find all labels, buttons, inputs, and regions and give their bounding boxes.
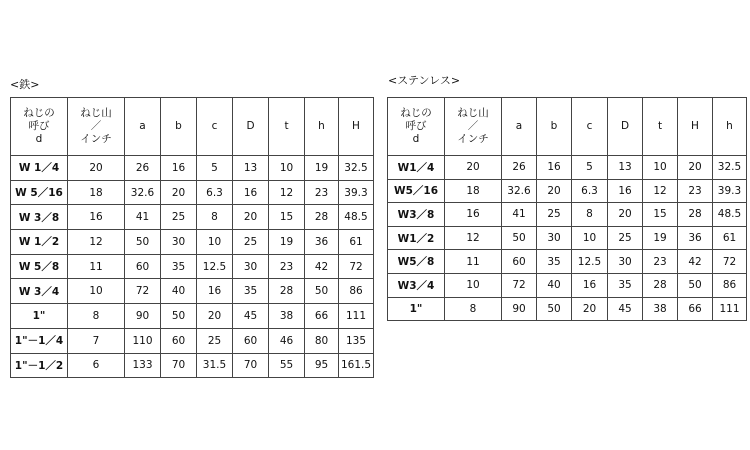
value-cell: 32.6 bbox=[502, 179, 537, 203]
stainless-header-row bbox=[388, 98, 747, 156]
iron-header-col: c bbox=[197, 98, 233, 156]
size-cell: W1／2 bbox=[388, 226, 445, 250]
value-cell: 80 bbox=[305, 328, 339, 353]
stainless-header-col: c bbox=[572, 98, 608, 156]
value-cell: 20 bbox=[68, 156, 125, 181]
stainless-header-col: H bbox=[678, 98, 713, 156]
value-cell: 135 bbox=[339, 328, 374, 353]
iron-header-col: h bbox=[305, 98, 339, 156]
value-cell: 20 bbox=[678, 156, 713, 180]
value-cell: 61 bbox=[339, 230, 374, 255]
value-cell: 35 bbox=[608, 273, 643, 297]
value-cell: 31.5 bbox=[197, 353, 233, 378]
value-cell: 38 bbox=[643, 297, 678, 321]
iron-header-thread-line: ねじ山 bbox=[80, 107, 112, 119]
iron-header-size-line: d bbox=[35, 133, 43, 145]
value-cell: 13 bbox=[233, 156, 269, 181]
value-cell: 60 bbox=[161, 328, 197, 353]
iron-header-size-line: 呼び bbox=[28, 120, 50, 132]
value-cell: 28 bbox=[269, 279, 305, 304]
value-cell: 35 bbox=[233, 279, 269, 304]
table-row bbox=[388, 273, 747, 297]
value-cell: 12 bbox=[269, 180, 305, 205]
iron-header-col: H bbox=[339, 98, 374, 156]
value-cell: 36 bbox=[678, 226, 713, 250]
stainless-header-size-line: d bbox=[412, 133, 420, 145]
value-cell: 20 bbox=[537, 179, 572, 203]
size-cell: W3／8 bbox=[388, 203, 445, 227]
table-row bbox=[11, 205, 374, 230]
size-cell: W 5／16 bbox=[11, 180, 68, 205]
iron-header-col: b bbox=[161, 98, 197, 156]
value-cell: 50 bbox=[305, 279, 339, 304]
size-cell: 1"－1／4 bbox=[11, 328, 68, 353]
iron-header-col: D bbox=[233, 98, 269, 156]
iron-header-col: t bbox=[269, 98, 305, 156]
value-cell: 45 bbox=[233, 304, 269, 329]
value-cell: 8 bbox=[68, 304, 125, 329]
table-row bbox=[388, 179, 747, 203]
stainless-table-body bbox=[388, 98, 747, 321]
size-cell: W5／16 bbox=[388, 179, 445, 203]
value-cell: 10 bbox=[197, 230, 233, 255]
value-cell: 48.5 bbox=[339, 205, 374, 230]
size-cell: 1" bbox=[11, 304, 68, 329]
value-cell: 15 bbox=[269, 205, 305, 230]
value-cell: 8 bbox=[197, 205, 233, 230]
value-cell: 66 bbox=[678, 297, 713, 321]
value-cell: 50 bbox=[537, 297, 572, 321]
iron-header-col: a bbox=[125, 98, 161, 156]
stainless-header-col: h bbox=[713, 98, 747, 156]
stainless-header-size-line: 呼び bbox=[405, 120, 427, 132]
value-cell: 10 bbox=[269, 156, 305, 181]
value-cell: 20 bbox=[608, 203, 643, 227]
value-cell: 16 bbox=[537, 156, 572, 180]
value-cell: 16 bbox=[161, 156, 197, 181]
size-cell: W 5／8 bbox=[11, 254, 68, 279]
value-cell: 5 bbox=[197, 156, 233, 181]
value-cell: 95 bbox=[305, 353, 339, 378]
value-cell: 60 bbox=[125, 254, 161, 279]
size-cell: W 3／8 bbox=[11, 205, 68, 230]
value-cell: 23 bbox=[305, 180, 339, 205]
value-cell: 46 bbox=[269, 328, 305, 353]
size-cell: W 1／2 bbox=[11, 230, 68, 255]
value-cell: 41 bbox=[502, 203, 537, 227]
value-cell: 15 bbox=[643, 203, 678, 227]
value-cell: 23 bbox=[643, 250, 678, 274]
table-row bbox=[11, 254, 374, 279]
size-cell: W 3／4 bbox=[11, 279, 68, 304]
value-cell: 90 bbox=[502, 297, 537, 321]
value-cell: 20 bbox=[161, 180, 197, 205]
value-cell: 40 bbox=[161, 279, 197, 304]
value-cell: 8 bbox=[445, 297, 502, 321]
value-cell: 12 bbox=[68, 230, 125, 255]
iron-header-thread bbox=[68, 98, 125, 156]
size-cell: 1" bbox=[388, 297, 445, 321]
value-cell: 40 bbox=[537, 273, 572, 297]
value-cell: 30 bbox=[161, 230, 197, 255]
value-cell: 25 bbox=[537, 203, 572, 227]
value-cell: 32.5 bbox=[339, 156, 374, 181]
iron-header-size-line: ねじの bbox=[23, 107, 55, 119]
value-cell: 12 bbox=[643, 179, 678, 203]
size-cell: W5／8 bbox=[388, 250, 445, 274]
value-cell: 72 bbox=[502, 273, 537, 297]
value-cell: 10 bbox=[643, 156, 678, 180]
value-cell: 161.5 bbox=[339, 353, 374, 378]
value-cell: 12 bbox=[445, 226, 502, 250]
value-cell: 30 bbox=[608, 250, 643, 274]
value-cell: 60 bbox=[233, 328, 269, 353]
value-cell: 133 bbox=[125, 353, 161, 378]
iron-header-thread-line: ／ bbox=[90, 120, 102, 132]
table-row bbox=[11, 230, 374, 255]
value-cell: 50 bbox=[161, 304, 197, 329]
value-cell: 16 bbox=[572, 273, 608, 297]
stainless-header-thread-line: ／ bbox=[467, 120, 479, 132]
value-cell: 70 bbox=[161, 353, 197, 378]
value-cell: 20 bbox=[233, 205, 269, 230]
iron-header-row bbox=[11, 98, 374, 156]
table-row bbox=[388, 250, 747, 274]
value-cell: 42 bbox=[305, 254, 339, 279]
table-row bbox=[11, 279, 374, 304]
table-row bbox=[11, 156, 374, 181]
value-cell: 16 bbox=[68, 205, 125, 230]
value-cell: 66 bbox=[305, 304, 339, 329]
value-cell: 39.3 bbox=[713, 179, 747, 203]
value-cell: 23 bbox=[269, 254, 305, 279]
stainless-header-size bbox=[388, 98, 445, 156]
value-cell: 86 bbox=[713, 273, 747, 297]
value-cell: 28 bbox=[643, 273, 678, 297]
value-cell: 11 bbox=[68, 254, 125, 279]
value-cell: 61 bbox=[713, 226, 747, 250]
stainless-header-col: b bbox=[537, 98, 572, 156]
table-row bbox=[11, 180, 374, 205]
value-cell: 110 bbox=[125, 328, 161, 353]
value-cell: 111 bbox=[713, 297, 747, 321]
value-cell: 5 bbox=[572, 156, 608, 180]
value-cell: 60 bbox=[502, 250, 537, 274]
stainless-header-col: t bbox=[643, 98, 678, 156]
value-cell: 19 bbox=[269, 230, 305, 255]
value-cell: 35 bbox=[161, 254, 197, 279]
value-cell: 28 bbox=[678, 203, 713, 227]
value-cell: 55 bbox=[269, 353, 305, 378]
value-cell: 25 bbox=[608, 226, 643, 250]
iron-table-caption: <鉄> bbox=[10, 78, 40, 91]
value-cell: 30 bbox=[233, 254, 269, 279]
iron-table-body bbox=[11, 98, 374, 378]
value-cell: 6.3 bbox=[572, 179, 608, 203]
value-cell: 72 bbox=[125, 279, 161, 304]
value-cell: 7 bbox=[68, 328, 125, 353]
value-cell: 20 bbox=[445, 156, 502, 180]
table-row bbox=[388, 203, 747, 227]
value-cell: 10 bbox=[68, 279, 125, 304]
table-row bbox=[388, 226, 747, 250]
iron-spec-table bbox=[10, 97, 374, 378]
value-cell: 18 bbox=[68, 180, 125, 205]
value-cell: 25 bbox=[197, 328, 233, 353]
value-cell: 16 bbox=[233, 180, 269, 205]
table-row bbox=[11, 304, 374, 329]
value-cell: 23 bbox=[678, 179, 713, 203]
value-cell: 72 bbox=[713, 250, 747, 274]
value-cell: 6 bbox=[68, 353, 125, 378]
value-cell: 72 bbox=[339, 254, 374, 279]
size-cell: W3／4 bbox=[388, 273, 445, 297]
value-cell: 26 bbox=[125, 156, 161, 181]
value-cell: 50 bbox=[502, 226, 537, 250]
value-cell: 90 bbox=[125, 304, 161, 329]
stainless-spec-table bbox=[387, 97, 747, 321]
iron-header-thread-line: インチ bbox=[80, 133, 112, 145]
stainless-header-col: D bbox=[608, 98, 643, 156]
size-cell: W1／4 bbox=[388, 156, 445, 180]
iron-header-size bbox=[11, 98, 68, 156]
stainless-table-caption: <ステンレス> bbox=[388, 74, 461, 87]
value-cell: 6.3 bbox=[197, 180, 233, 205]
value-cell: 18 bbox=[445, 179, 502, 203]
value-cell: 35 bbox=[537, 250, 572, 274]
value-cell: 28 bbox=[305, 205, 339, 230]
value-cell: 16 bbox=[608, 179, 643, 203]
value-cell: 10 bbox=[445, 273, 502, 297]
stainless-header-thread-line: ねじ山 bbox=[457, 107, 489, 119]
value-cell: 45 bbox=[608, 297, 643, 321]
size-cell: 1"－1／2 bbox=[11, 353, 68, 378]
value-cell: 30 bbox=[537, 226, 572, 250]
table-row bbox=[388, 156, 747, 180]
value-cell: 36 bbox=[305, 230, 339, 255]
value-cell: 16 bbox=[445, 203, 502, 227]
value-cell: 20 bbox=[197, 304, 233, 329]
value-cell: 86 bbox=[339, 279, 374, 304]
value-cell: 26 bbox=[502, 156, 537, 180]
value-cell: 41 bbox=[125, 205, 161, 230]
value-cell: 38 bbox=[269, 304, 305, 329]
value-cell: 48.5 bbox=[713, 203, 747, 227]
value-cell: 12.5 bbox=[572, 250, 608, 274]
value-cell: 39.3 bbox=[339, 180, 374, 205]
value-cell: 32.5 bbox=[713, 156, 747, 180]
value-cell: 16 bbox=[197, 279, 233, 304]
stainless-header-thread bbox=[445, 98, 502, 156]
value-cell: 42 bbox=[678, 250, 713, 274]
size-cell: W 1／4 bbox=[11, 156, 68, 181]
value-cell: 13 bbox=[608, 156, 643, 180]
value-cell: 32.6 bbox=[125, 180, 161, 205]
value-cell: 11 bbox=[445, 250, 502, 274]
stainless-header-col: a bbox=[502, 98, 537, 156]
value-cell: 111 bbox=[339, 304, 374, 329]
value-cell: 19 bbox=[643, 226, 678, 250]
table-row bbox=[388, 297, 747, 321]
stainless-header-thread-line: インチ bbox=[457, 133, 489, 145]
stainless-header-size-line: ねじの bbox=[400, 107, 432, 119]
value-cell: 19 bbox=[305, 156, 339, 181]
value-cell: 25 bbox=[161, 205, 197, 230]
value-cell: 70 bbox=[233, 353, 269, 378]
value-cell: 50 bbox=[678, 273, 713, 297]
value-cell: 10 bbox=[572, 226, 608, 250]
value-cell: 12.5 bbox=[197, 254, 233, 279]
value-cell: 25 bbox=[233, 230, 269, 255]
value-cell: 50 bbox=[125, 230, 161, 255]
table-row bbox=[11, 353, 374, 378]
value-cell: 20 bbox=[572, 297, 608, 321]
table-row bbox=[11, 328, 374, 353]
value-cell: 8 bbox=[572, 203, 608, 227]
